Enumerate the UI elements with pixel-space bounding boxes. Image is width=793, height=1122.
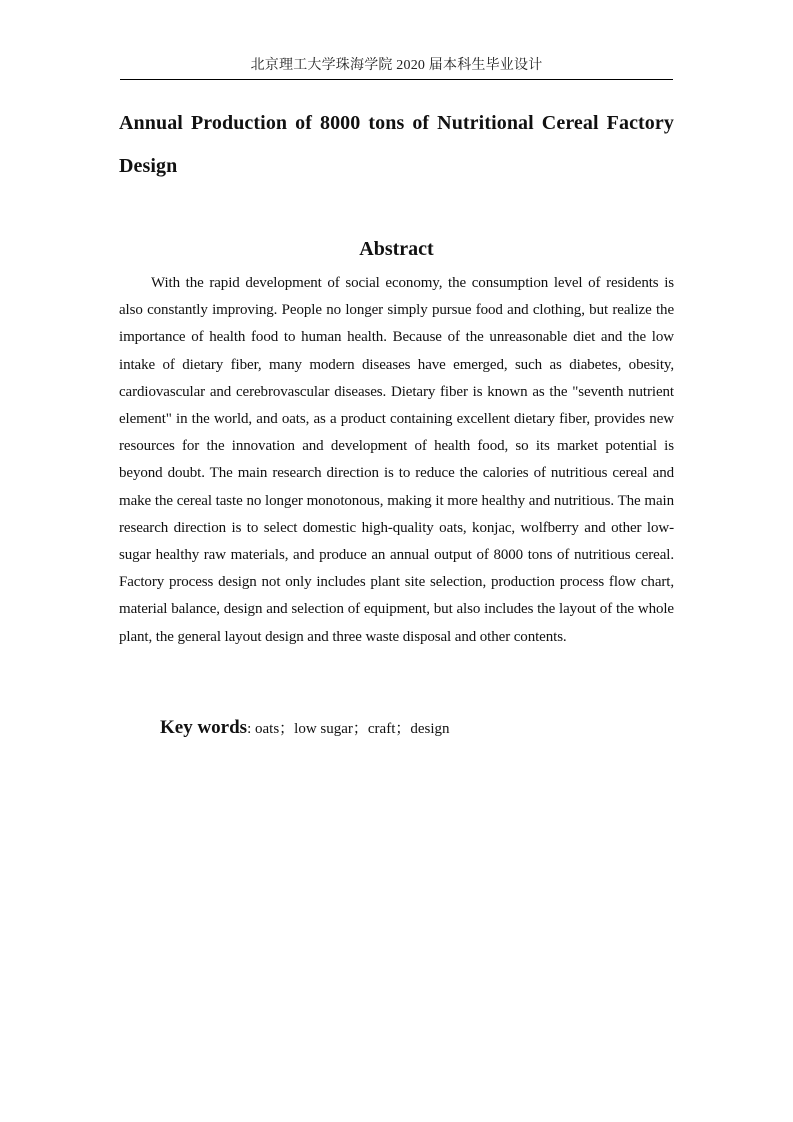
document-title: Annual Production of 8000 tons of Nutritional Cereal Factory Design [119, 112, 674, 177]
abstract-body: With the rapid development of social economy, the consumption level of residents is also constantly improving. People no longer simply pursue food and clothing, but realize the importance of health food to human health. Because of the unreasonable diet and the low intake of dietary fiber, many modern diseases have emerged, such as diabetes, obesity, cardiovascular and cerebrovascular diseases. Dietary fiber is known as the "seventh nutrient element" in the world, and oats, as a product containing excellent dietary fiber, provides new resources for the innovation and development of health food, so its market potential is beyond doubt. The main research direction is to reduce the calories of nutritious cereal and make the cereal taste no longer monotonous, making it more healthy and nutritious. The main research direction is to select domestic high-quality oats, konjac, wolfberry and other low-sugar healthy raw materials, and produce an annual output of 8000 tons of nutritious cereal. Factory process design not only includes plant site selection, production process flow chart, material balance, design and selection of equipment, but also includes the layout of the whole plant, the general layout design and three waste disposal and other contents. [119, 275, 674, 645]
header-divider [120, 79, 673, 80]
abstract-heading: Abstract [359, 238, 434, 260]
keywords-line [160, 714, 674, 743]
keywords-label: Key words [160, 717, 248, 738]
page-header: 北京理工大学珠海学院 2020 届本科生毕业设计 [250, 58, 543, 73]
keywords-text: : oats；low sugar；craft；design [247, 721, 450, 737]
